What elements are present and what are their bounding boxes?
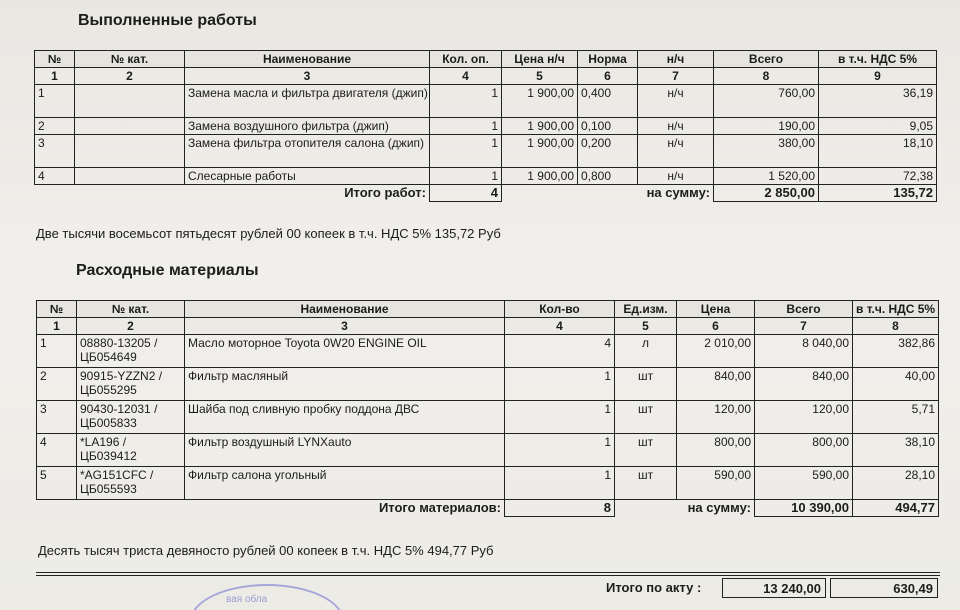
item-qty: 1 — [505, 401, 615, 434]
catalog-id: ЦБ055295 — [80, 383, 137, 397]
item-vat: 18,10 — [819, 135, 937, 168]
catalog-number — [75, 118, 185, 135]
works-sum-label: на сумму: — [646, 185, 710, 200]
materials-header-cell: Всего — [755, 301, 853, 318]
works-sum-in-words: Две тысячи восемьсот пятьдесят рублей 00 копеек в т.ч. НДС 5% 135,72 Руб — [36, 226, 501, 241]
catalog-number — [77, 335, 185, 368]
table-row — [37, 368, 939, 401]
item-unit: шт — [615, 401, 677, 434]
item-qty: 1 — [430, 168, 502, 185]
materials-header-cell: в т.ч. НДС 5% — [853, 301, 939, 318]
works-title: Выполненные работы — [78, 12, 257, 29]
catalog-code: 90915-YZZN2 / — [80, 369, 163, 383]
column-number: 4 — [430, 68, 502, 85]
act-total-label: Итого по акту : — [606, 580, 702, 595]
works-header-cell: Кол. оп. — [430, 51, 502, 68]
item-unit: н/ч — [638, 168, 714, 185]
item-vat: 28,10 — [853, 467, 939, 500]
column-number: 3 — [185, 318, 505, 335]
item-unit: шт — [615, 434, 677, 467]
catalog-number — [77, 434, 185, 467]
item-norm: 0,100 — [578, 118, 638, 135]
works-total-sum: 2 850,00 — [714, 185, 819, 202]
item-price: 1 900,00 — [502, 168, 578, 185]
works-total-row — [35, 185, 937, 202]
act-total-vat: 630,49 — [830, 578, 938, 598]
item-price: 1 900,00 — [502, 118, 578, 135]
table-row — [37, 467, 939, 500]
column-number: 4 — [505, 318, 615, 335]
item-price: 800,00 — [677, 434, 755, 467]
catalog-id: ЦБ039412 — [80, 449, 137, 463]
materials-header-cell: Цена — [677, 301, 755, 318]
materials-header-row — [37, 301, 939, 318]
item-total: 120,00 — [755, 401, 853, 434]
item-name: Замена воздушного фильтра (джип) — [185, 118, 430, 135]
item-unit: н/ч — [638, 135, 714, 168]
item-total: 840,00 — [755, 368, 853, 401]
table-row — [37, 335, 939, 368]
item-name: Слесарные работы — [185, 168, 430, 185]
item-qty: 4 — [505, 335, 615, 368]
table-row — [35, 135, 937, 168]
item-norm: 0,400 — [578, 85, 638, 118]
materials-total-vat: 494,77 — [853, 500, 939, 517]
materials-sum-in-words: Десять тысяч триста девяносто рублей 00 копеек в т.ч. НДС 5% 494,77 Руб — [38, 543, 494, 558]
stamp — [190, 584, 344, 610]
item-total: 760,00 — [714, 85, 819, 118]
materials-total-label: Итого материалов: — [378, 500, 501, 515]
item-price: 1 900,00 — [502, 85, 578, 118]
works-header-row — [35, 51, 937, 68]
item-unit: н/ч — [638, 85, 714, 118]
item-norm: 0,200 — [578, 135, 638, 168]
item-name: Замена фильтра отопителя салона (джип) — [185, 135, 430, 168]
works-header-cell: Цена н/ч — [502, 51, 578, 68]
item-vat: 382,86 — [853, 335, 939, 368]
item-total: 800,00 — [755, 434, 853, 467]
item-price: 1 900,00 — [502, 135, 578, 168]
table-row — [37, 401, 939, 434]
item-price: 840,00 — [677, 368, 755, 401]
row-number: 5 — [37, 467, 77, 500]
works-header-cell: № — [35, 51, 75, 68]
divider — [36, 575, 940, 576]
item-total: 590,00 — [755, 467, 853, 500]
item-vat: 38,10 — [853, 434, 939, 467]
materials-header-cell: № кат. — [77, 301, 185, 318]
item-total: 8 040,00 — [755, 335, 853, 368]
row-number: 3 — [35, 135, 75, 168]
item-unit: шт — [615, 467, 677, 500]
act-total-sum: 13 240,00 — [722, 578, 826, 598]
item-name: Фильтр масляный — [185, 368, 505, 401]
row-number: 4 — [35, 168, 75, 185]
item-unit: н/ч — [638, 118, 714, 135]
item-name: Шайба под сливную пробку поддона ДВС — [185, 401, 505, 434]
item-vat: 72,38 — [819, 168, 937, 185]
item-price: 120,00 — [677, 401, 755, 434]
works-header-cell: Всего — [714, 51, 819, 68]
catalog-number — [77, 401, 185, 434]
catalog-code: *LA196 / — [80, 435, 127, 449]
column-number: 7 — [638, 68, 714, 85]
catalog-number — [75, 168, 185, 185]
column-number: 5 — [502, 68, 578, 85]
stamp-text: вая обла — [226, 594, 268, 605]
catalog-id: ЦБ055593 — [80, 482, 137, 496]
materials-total-qty: 8 — [505, 500, 615, 517]
table-row — [35, 168, 937, 185]
column-number: 9 — [819, 68, 937, 85]
column-number: 1 — [35, 68, 75, 85]
item-vat: 5,71 — [853, 401, 939, 434]
column-number: 6 — [578, 68, 638, 85]
item-vat: 36,19 — [819, 85, 937, 118]
table-row — [37, 434, 939, 467]
catalog-code: 90430-12031 / — [80, 402, 158, 416]
works-header-cell: Наименование — [185, 51, 430, 68]
catalog-number — [77, 368, 185, 401]
column-number: 6 — [677, 318, 755, 335]
row-number: 2 — [37, 368, 77, 401]
works-header-cell: № кат. — [75, 51, 185, 68]
row-number: 1 — [37, 335, 77, 368]
item-name: Замена масла и фильтра двигателя (джип) — [185, 85, 430, 118]
materials-total-sum: 10 390,00 — [755, 500, 853, 517]
item-unit: л — [615, 335, 677, 368]
item-qty: 1 — [430, 85, 502, 118]
item-qty: 1 — [505, 434, 615, 467]
item-vat: 40,00 — [853, 368, 939, 401]
works-header-cell: в т.ч. НДС 5% — [819, 51, 937, 68]
column-number: 2 — [75, 68, 185, 85]
catalog-id: ЦБ054649 — [80, 350, 137, 364]
item-total: 190,00 — [714, 118, 819, 135]
materials-sum-label: на сумму: — [687, 500, 751, 515]
column-number: 3 — [185, 68, 430, 85]
catalog-code: *AG151CFC / — [80, 468, 154, 482]
divider — [36, 572, 940, 573]
item-norm: 0,800 — [578, 168, 638, 185]
column-number: 5 — [615, 318, 677, 335]
catalog-id: ЦБ005833 — [80, 416, 137, 430]
works-total-label: Итого работ: — [344, 185, 426, 200]
item-qty: 1 — [505, 467, 615, 500]
item-total: 380,00 — [714, 135, 819, 168]
materials-header-cell: Кол-во — [505, 301, 615, 318]
item-name: Фильтр воздушный LYNXauto — [185, 434, 505, 467]
column-number: 1 — [37, 318, 77, 335]
item-total: 1 520,00 — [714, 168, 819, 185]
works-column-numbers — [35, 68, 937, 85]
item-price: 2 010,00 — [677, 335, 755, 368]
materials-header-cell: № — [37, 301, 77, 318]
row-number: 2 — [35, 118, 75, 135]
catalog-code: 08880-13205 / — [80, 336, 158, 350]
works-total-qty: 4 — [430, 185, 502, 202]
row-number: 1 — [35, 85, 75, 118]
column-number: 8 — [714, 68, 819, 85]
item-qty: 1 — [430, 135, 502, 168]
item-name: Фильтр салона угольный — [185, 467, 505, 500]
works-header-cell: н/ч — [638, 51, 714, 68]
item-vat: 9,05 — [819, 118, 937, 135]
item-unit: шт — [615, 368, 677, 401]
materials-column-numbers — [37, 318, 939, 335]
item-name: Масло моторное Toyota 0W20 ENGINE OIL — [185, 335, 505, 368]
catalog-number — [75, 85, 185, 118]
materials-header-cell: Ед.изм. — [615, 301, 677, 318]
materials-header-cell: Наименование — [185, 301, 505, 318]
materials-title: Расходные материалы — [76, 262, 259, 279]
works-table — [34, 50, 937, 202]
catalog-number — [77, 467, 185, 500]
catalog-number — [75, 135, 185, 168]
table-row — [35, 118, 937, 135]
column-number: 7 — [755, 318, 853, 335]
materials-total-row — [37, 500, 939, 517]
column-number: 2 — [77, 318, 185, 335]
table-row — [35, 85, 937, 118]
column-number: 8 — [853, 318, 939, 335]
row-number: 4 — [37, 434, 77, 467]
materials-table — [36, 300, 939, 517]
item-qty: 1 — [430, 118, 502, 135]
item-price: 590,00 — [677, 467, 755, 500]
row-number: 3 — [37, 401, 77, 434]
item-qty: 1 — [505, 368, 615, 401]
works-header-cell: Норма — [578, 51, 638, 68]
works-total-vat: 135,72 — [819, 185, 937, 202]
